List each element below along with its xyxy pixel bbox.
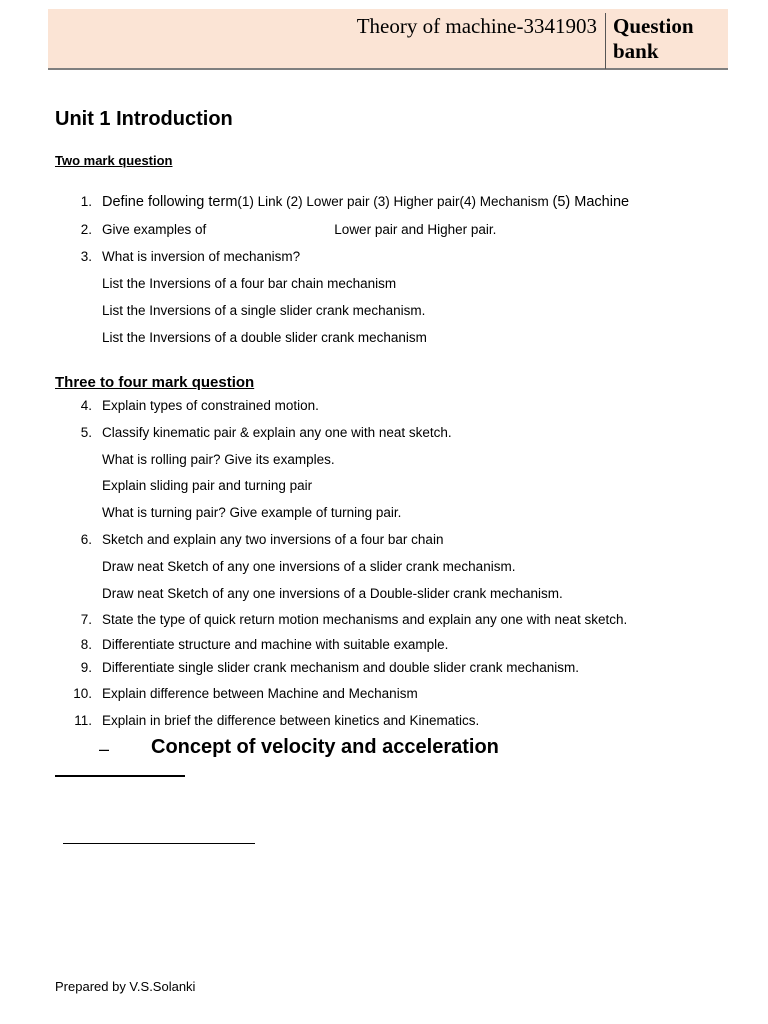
- question-text-part2: Lower pair and Higher pair.: [334, 222, 497, 237]
- terms-list: (1) Link (2) Lower pair (3) Higher pair(4) Mechanism: [237, 194, 553, 209]
- horizontal-rule: [63, 843, 255, 844]
- page-header: [48, 9, 728, 70]
- subtitle-dash: –: [99, 739, 110, 759]
- question-number: 1.: [80, 194, 92, 209]
- sub-question-text: List the Inversions of a single slider crank mechanism.: [102, 303, 426, 318]
- question-text-part1: Give examples of: [102, 222, 207, 237]
- header-tag-line1: Question: [613, 14, 694, 38]
- two-mark-heading: Two mark question: [55, 153, 173, 168]
- question-number: 10.: [73, 686, 92, 701]
- sub-question-text: Explain sliding pair and turning pair: [102, 478, 313, 493]
- footer-author: Prepared by V.S.Solanki: [55, 979, 196, 994]
- question-text: [102, 194, 629, 210]
- last-term: (5) Machine: [552, 194, 630, 210]
- sub-question-text: What is rolling pair? Give its examples.: [102, 452, 335, 467]
- question-text: [102, 222, 496, 237]
- header-tag-line2: bank: [613, 39, 659, 63]
- question-text: Differentiate single slider crank mechanism and double slider crank mechanism.: [102, 660, 579, 675]
- sub-question-text: List the Inversions of a four bar chain mechanism: [102, 276, 397, 291]
- question-text: Explain difference between Machine and Mechanism: [102, 686, 418, 701]
- course-title: Theory of machine-3341903: [356, 14, 597, 38]
- question-text: Explain types of constrained motion.: [102, 398, 319, 413]
- question-number: 9.: [80, 660, 92, 675]
- header-divider: [605, 13, 606, 69]
- sub-question-text: List the Inversions of a double slider crank mechanism: [102, 330, 427, 345]
- question-text: State the type of quick return motion mechanisms and explain any one with neat sketch.: [102, 612, 628, 627]
- sub-question-text: What is turning pair? Give example of turning pair.: [102, 505, 402, 520]
- sub-question-text: Draw neat Sketch of any one inversions of a Double-slider crank mechanism.: [102, 586, 563, 601]
- unit-title: Unit 1 Introduction: [55, 108, 233, 130]
- define-label: Define following term: [102, 194, 238, 210]
- header-tag: [613, 14, 723, 64]
- question-number: 6.: [80, 532, 92, 547]
- question-number: 4.: [80, 398, 92, 413]
- horizontal-rule: [55, 775, 185, 777]
- question-number: 5.: [80, 425, 92, 440]
- sub-question-text: Draw neat Sketch of any one inversions of a slider crank mechanism.: [102, 559, 516, 574]
- three-four-mark-heading: Three to four mark question: [55, 374, 255, 391]
- question-number: 3.: [80, 249, 92, 264]
- question-text: Differentiate structure and machine with suitable example.: [102, 637, 449, 652]
- question-text: Explain in brief the difference between kinetics and Kinematics.: [102, 713, 480, 728]
- question-number: 2.: [80, 222, 92, 237]
- question-text: Classify kinematic pair & explain any one with neat sketch.: [102, 425, 452, 440]
- question-number: 8.: [80, 637, 92, 652]
- question-text: What is inversion of mechanism?: [102, 249, 301, 264]
- section-subtitle: Concept of velocity and acceleration: [151, 736, 499, 758]
- question-number: 7.: [80, 612, 92, 627]
- question-number: 11.: [74, 713, 92, 728]
- question-text: Sketch and explain any two inversions of a four bar chain: [102, 532, 444, 547]
